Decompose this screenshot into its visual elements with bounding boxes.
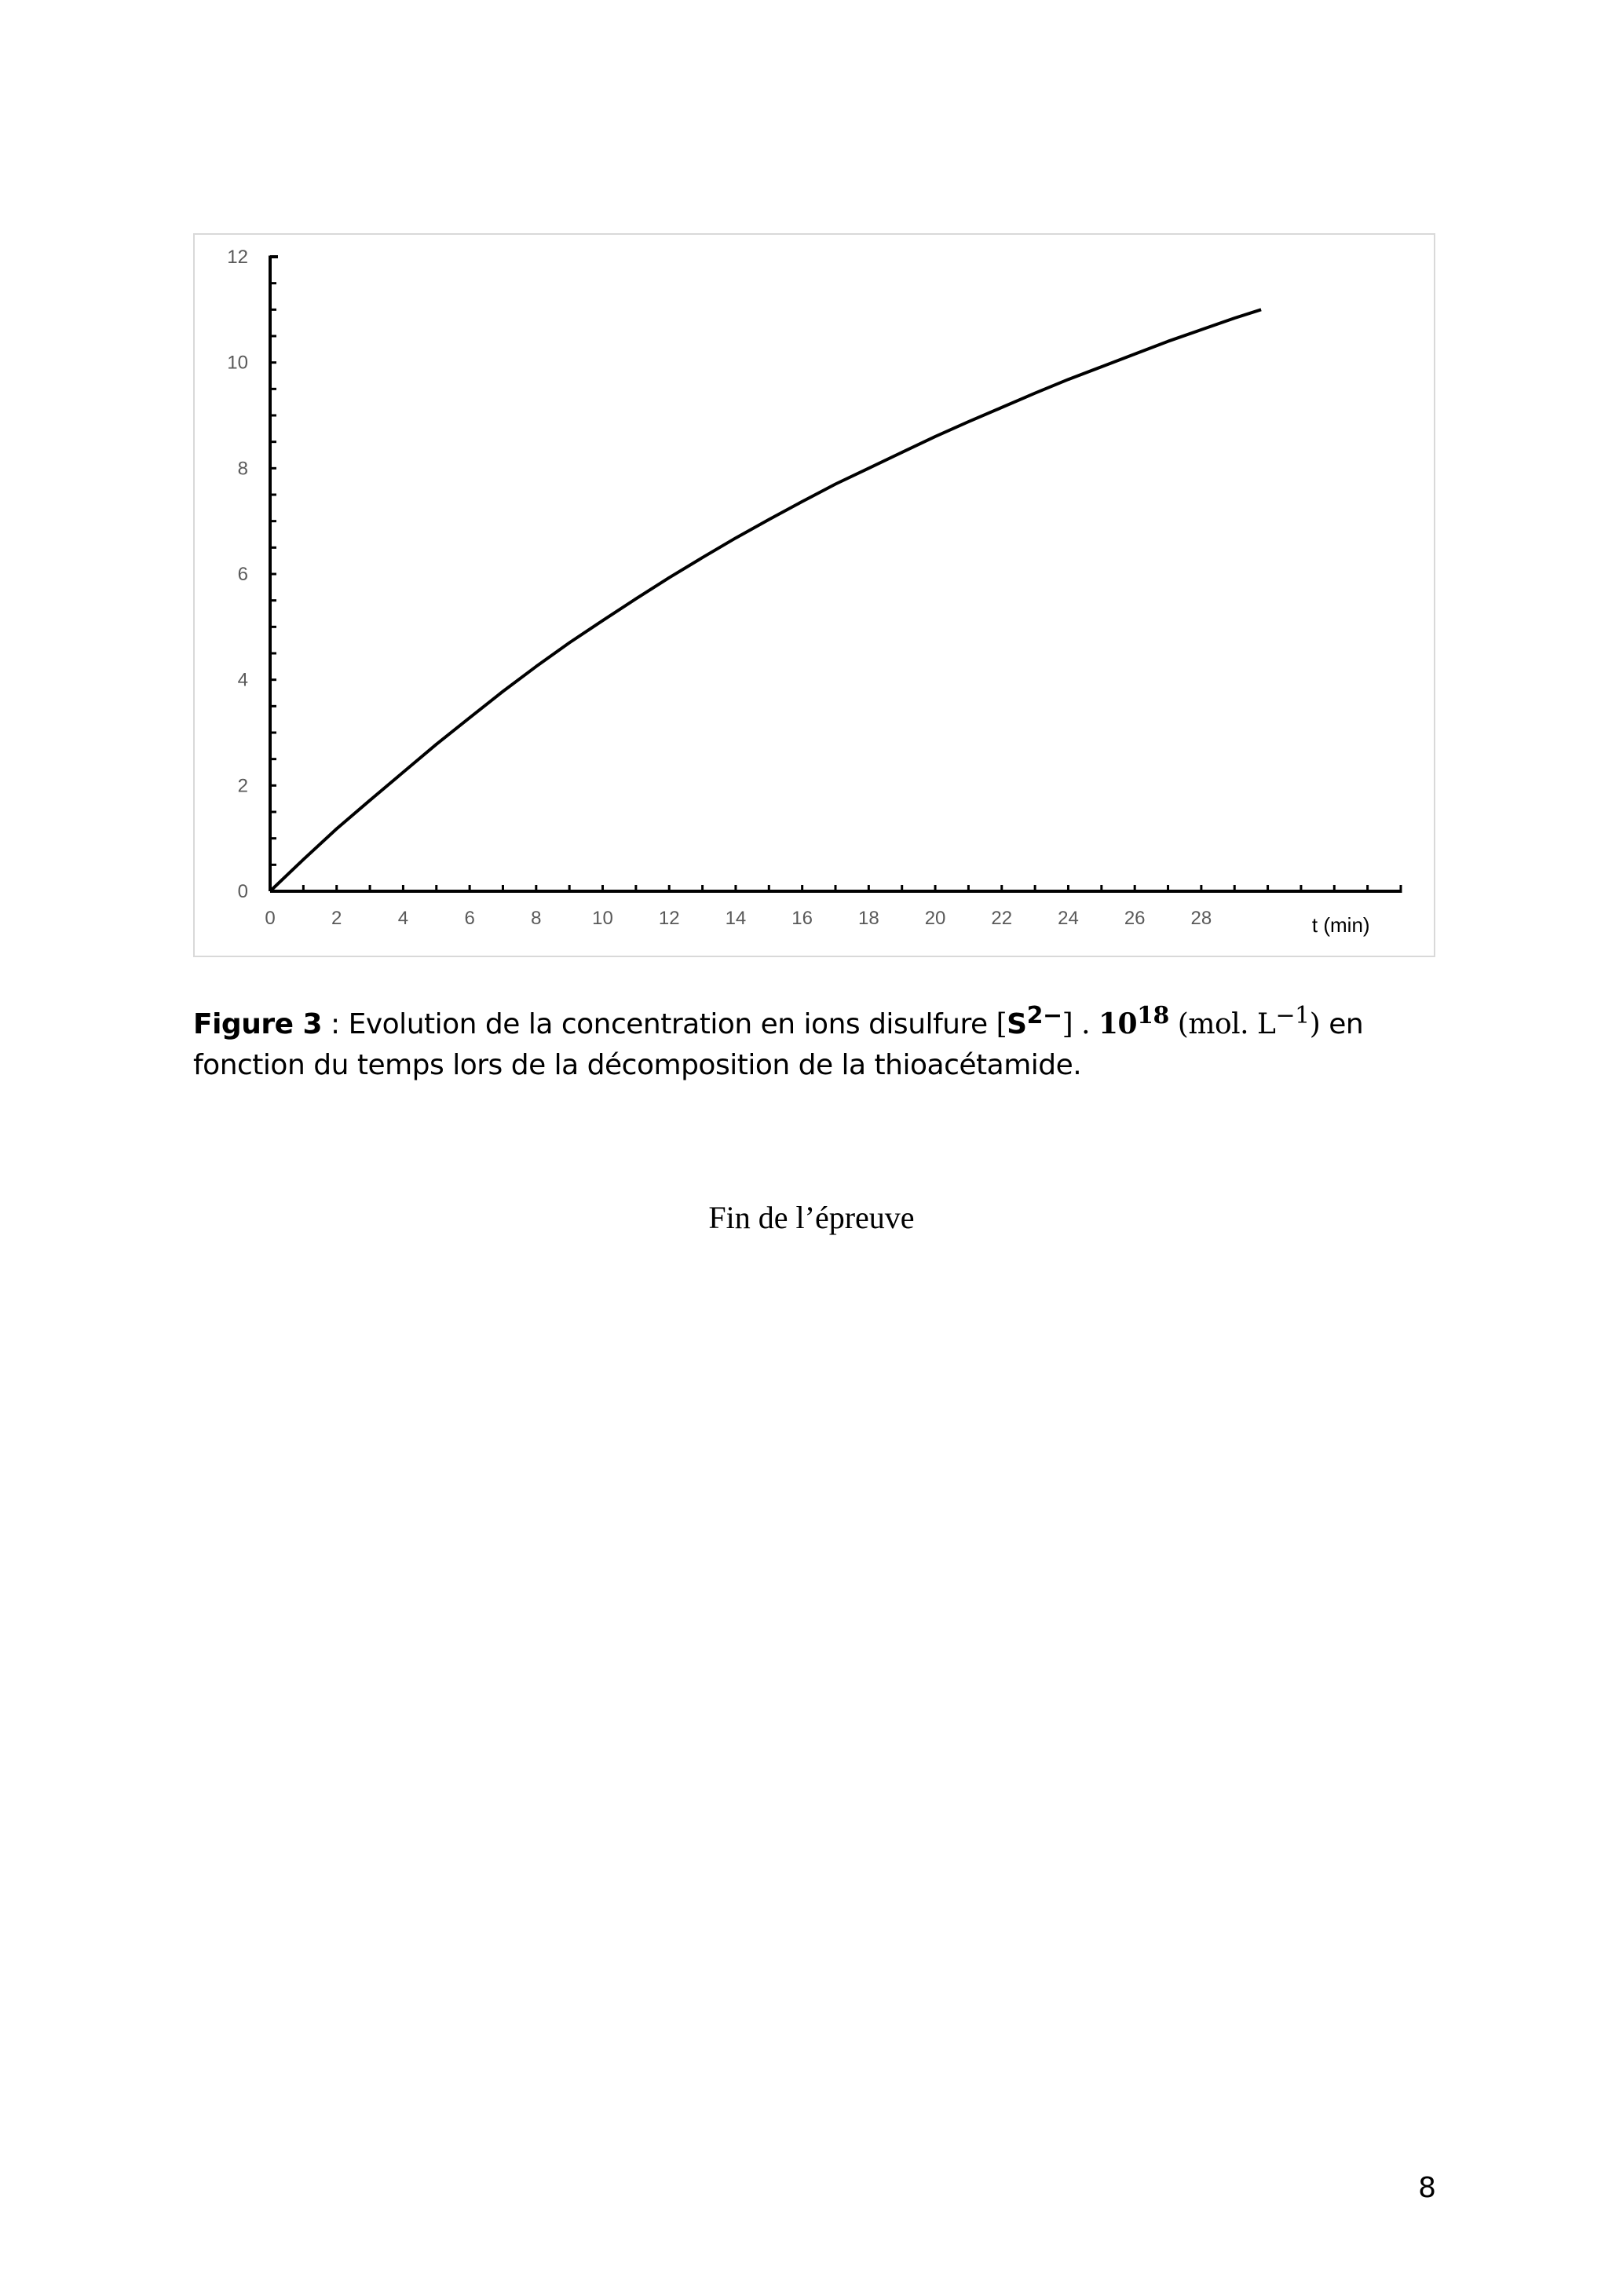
x-tick-label: 28 [1190,908,1212,929]
caption-text-after: en fonction du temps lors de la décomposition de la thioacétamide. [193,1008,1364,1081]
x-tick-label: 0 [265,908,276,929]
y-tick-label: 6 [237,564,248,585]
x-tick-label: 26 [1124,908,1146,929]
x-tick-label: 8 [531,908,542,929]
x-tick-label: 14 [725,908,747,929]
x-tick-label: 6 [464,908,475,929]
y-tick-label: 0 [237,881,248,902]
x-tick-label: 20 [924,908,946,929]
page-number: 8 [1418,2172,1436,2204]
y-tick-label: 2 [237,775,248,797]
x-tick-label: 18 [858,908,879,929]
figure-label: Figure 3 [193,1008,323,1040]
x-tick-label: 24 [1058,908,1079,929]
bracket-close: ] [1062,1008,1073,1040]
end-of-exam-text: Fin de l’épreuve [708,1200,915,1235]
species-charge: 2− [1026,1002,1062,1029]
caption-text-before: : Evolution de la concentration en ions disulfure [322,1008,996,1040]
x-tick-label: 2 [331,908,342,929]
x-tick-label: 12 [658,908,680,929]
figure-caption [193,996,1442,1086]
x-tick-label: 4 [397,908,409,929]
y-tick-label: 8 [237,458,248,480]
x-tick-label: 10 [592,908,613,929]
bracket-open: [ [996,1008,1007,1040]
x-tick-label: 16 [791,908,813,929]
x-tick-label: 22 [991,908,1013,929]
species-symbol: S [1007,1008,1027,1040]
y-tick-label: 12 [227,247,248,268]
dot-operator: . [1073,1008,1098,1040]
x-axis-title: t (min) [1311,913,1370,937]
factor-base: 10 [1098,1007,1138,1040]
y-tick-label: 4 [237,669,248,691]
unit-open: (mol. L [1168,1008,1276,1040]
concentration-chart [195,235,1437,959]
factor-exponent: 18 [1137,1002,1169,1029]
series-line [270,309,1261,891]
unit-exponent: −1 [1275,1002,1310,1029]
y-tick-label: 10 [227,352,248,374]
unit-close: ) [1309,1008,1321,1040]
chart-frame [193,233,1435,957]
